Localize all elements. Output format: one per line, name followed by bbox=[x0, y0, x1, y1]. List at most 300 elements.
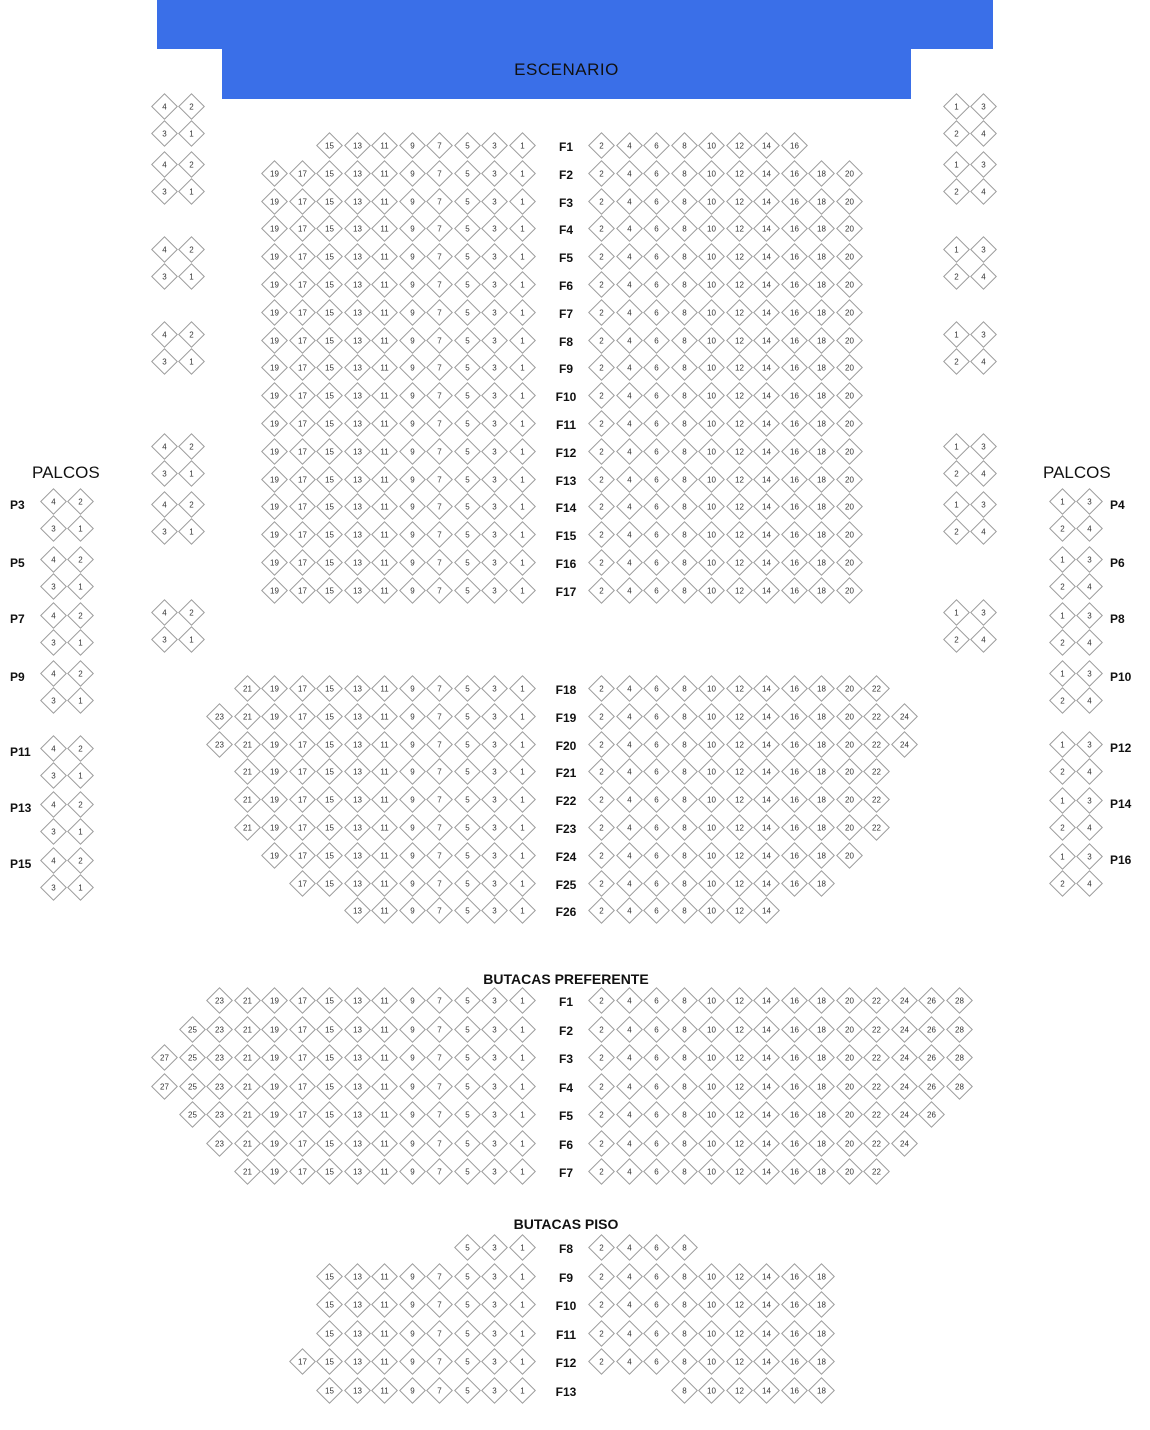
seat-platea[interactable] bbox=[616, 160, 643, 187]
seat-preferente[interactable] bbox=[671, 1130, 698, 1157]
seat-preferente[interactable] bbox=[726, 1130, 753, 1157]
seat-platea[interactable] bbox=[316, 271, 343, 298]
seat-platea-rear[interactable] bbox=[399, 897, 426, 924]
seat-palco-outer-left[interactable] bbox=[40, 515, 67, 542]
seat-preferente[interactable] bbox=[946, 1044, 973, 1071]
seat-platea-rear[interactable] bbox=[509, 758, 536, 785]
seat-platea[interactable] bbox=[426, 160, 453, 187]
seat-preferente[interactable] bbox=[616, 1044, 643, 1071]
seat-preferente[interactable] bbox=[426, 1073, 453, 1100]
seat-platea[interactable] bbox=[671, 438, 698, 465]
seat-platea[interactable] bbox=[698, 493, 725, 520]
seat-platea[interactable] bbox=[726, 188, 753, 215]
seat-palco-left[interactable] bbox=[151, 348, 178, 375]
seat-palco-left[interactable] bbox=[151, 263, 178, 290]
seat-preferente[interactable] bbox=[261, 1073, 288, 1100]
seat-preferente[interactable] bbox=[643, 1130, 670, 1157]
seat-palco-right[interactable] bbox=[943, 93, 970, 120]
seat-platea-rear[interactable] bbox=[509, 870, 536, 897]
seat-platea[interactable] bbox=[671, 160, 698, 187]
seat-platea-rear[interactable] bbox=[698, 758, 725, 785]
seat-platea-rear[interactable] bbox=[698, 786, 725, 813]
seat-platea-rear[interactable] bbox=[671, 897, 698, 924]
seat-platea[interactable] bbox=[344, 549, 371, 576]
seat-piso[interactable] bbox=[671, 1291, 698, 1318]
seat-platea[interactable] bbox=[616, 132, 643, 159]
seat-platea[interactable] bbox=[399, 493, 426, 520]
seat-platea[interactable] bbox=[643, 215, 670, 242]
seat-platea[interactable] bbox=[616, 438, 643, 465]
seat-piso[interactable] bbox=[481, 1320, 508, 1347]
seat-platea[interactable] bbox=[289, 438, 316, 465]
seat-piso[interactable] bbox=[316, 1320, 343, 1347]
seat-palco-outer-right[interactable] bbox=[1076, 629, 1103, 656]
seat-platea-rear[interactable] bbox=[836, 842, 863, 869]
seat-platea[interactable] bbox=[588, 132, 615, 159]
seat-platea-rear[interactable] bbox=[316, 870, 343, 897]
seat-palco-right[interactable] bbox=[943, 348, 970, 375]
seat-platea[interactable] bbox=[344, 160, 371, 187]
seat-platea-rear[interactable] bbox=[616, 731, 643, 758]
seat-palco-left[interactable] bbox=[178, 263, 205, 290]
seat-platea-rear[interactable] bbox=[808, 703, 835, 730]
seat-preferente[interactable] bbox=[753, 1016, 780, 1043]
seat-platea-rear[interactable] bbox=[344, 675, 371, 702]
seat-platea[interactable] bbox=[781, 466, 808, 493]
seat-platea[interactable] bbox=[426, 410, 453, 437]
seat-platea-rear[interactable] bbox=[481, 703, 508, 730]
seat-platea[interactable] bbox=[671, 493, 698, 520]
seat-platea[interactable] bbox=[289, 549, 316, 576]
seat-platea[interactable] bbox=[671, 299, 698, 326]
seat-platea-rear[interactable] bbox=[863, 758, 890, 785]
seat-platea[interactable] bbox=[261, 160, 288, 187]
seat-piso[interactable] bbox=[588, 1348, 615, 1375]
seat-platea[interactable] bbox=[698, 466, 725, 493]
seat-piso[interactable] bbox=[616, 1263, 643, 1290]
seat-platea-rear[interactable] bbox=[726, 703, 753, 730]
seat-platea-rear[interactable] bbox=[616, 870, 643, 897]
seat-platea[interactable] bbox=[698, 327, 725, 354]
seat-piso[interactable] bbox=[481, 1291, 508, 1318]
seat-platea[interactable] bbox=[588, 549, 615, 576]
seat-palco-outer-right[interactable] bbox=[1076, 758, 1103, 785]
seat-platea[interactable] bbox=[371, 493, 398, 520]
seat-preferente[interactable] bbox=[151, 1044, 178, 1071]
seat-preferente[interactable] bbox=[671, 987, 698, 1014]
seat-platea[interactable] bbox=[399, 215, 426, 242]
seat-palco-right[interactable] bbox=[970, 518, 997, 545]
seat-platea[interactable] bbox=[371, 243, 398, 270]
seat-platea[interactable] bbox=[289, 577, 316, 604]
seat-platea-rear[interactable] bbox=[616, 758, 643, 785]
seat-preferente[interactable] bbox=[261, 1044, 288, 1071]
seat-preferente[interactable] bbox=[426, 1101, 453, 1128]
seat-platea[interactable] bbox=[481, 215, 508, 242]
seat-platea-rear[interactable] bbox=[781, 675, 808, 702]
seat-platea[interactable] bbox=[753, 438, 780, 465]
seat-platea-rear[interactable] bbox=[836, 786, 863, 813]
seat-platea[interactable] bbox=[426, 521, 453, 548]
seat-platea[interactable] bbox=[726, 466, 753, 493]
seat-preferente[interactable] bbox=[399, 987, 426, 1014]
seat-palco-outer-left[interactable] bbox=[40, 874, 67, 901]
seat-platea[interactable] bbox=[616, 382, 643, 409]
seat-preferente[interactable] bbox=[671, 1016, 698, 1043]
seat-platea[interactable] bbox=[399, 382, 426, 409]
seat-platea[interactable] bbox=[399, 243, 426, 270]
seat-palco-right[interactable] bbox=[943, 460, 970, 487]
seat-platea[interactable] bbox=[344, 382, 371, 409]
seat-platea[interactable] bbox=[509, 271, 536, 298]
seat-preferente[interactable] bbox=[588, 1101, 615, 1128]
seat-platea[interactable] bbox=[781, 354, 808, 381]
seat-palco-outer-right[interactable] bbox=[1076, 546, 1103, 573]
seat-piso[interactable] bbox=[781, 1291, 808, 1318]
seat-palco-right[interactable] bbox=[970, 236, 997, 263]
seat-piso[interactable] bbox=[426, 1263, 453, 1290]
seat-preferente[interactable] bbox=[316, 987, 343, 1014]
seat-palco-left[interactable] bbox=[178, 599, 205, 626]
seat-preferente[interactable] bbox=[426, 1044, 453, 1071]
seat-platea-rear[interactable] bbox=[863, 731, 890, 758]
seat-preferente[interactable] bbox=[426, 1130, 453, 1157]
seat-platea[interactable] bbox=[481, 549, 508, 576]
seat-platea[interactable] bbox=[426, 466, 453, 493]
seat-platea[interactable] bbox=[726, 160, 753, 187]
seat-preferente[interactable] bbox=[616, 1073, 643, 1100]
seat-palco-right[interactable] bbox=[943, 599, 970, 626]
seat-platea[interactable] bbox=[399, 160, 426, 187]
seat-platea[interactable] bbox=[781, 160, 808, 187]
seat-platea-rear[interactable] bbox=[509, 897, 536, 924]
seat-palco-right[interactable] bbox=[970, 626, 997, 653]
seat-platea[interactable] bbox=[289, 521, 316, 548]
seat-preferente[interactable] bbox=[179, 1016, 206, 1043]
seat-platea-rear[interactable] bbox=[316, 675, 343, 702]
seat-platea[interactable] bbox=[371, 410, 398, 437]
seat-palco-outer-right[interactable] bbox=[1049, 573, 1076, 600]
seat-platea-rear[interactable] bbox=[344, 870, 371, 897]
seat-platea-rear[interactable] bbox=[289, 703, 316, 730]
seat-platea[interactable] bbox=[371, 188, 398, 215]
seat-platea[interactable] bbox=[399, 410, 426, 437]
seat-preferente[interactable] bbox=[481, 1016, 508, 1043]
seat-platea[interactable] bbox=[781, 438, 808, 465]
seat-platea[interactable] bbox=[588, 382, 615, 409]
seat-platea[interactable] bbox=[481, 243, 508, 270]
seat-platea-rear[interactable] bbox=[399, 842, 426, 869]
seat-preferente[interactable] bbox=[261, 1016, 288, 1043]
seat-platea[interactable] bbox=[509, 243, 536, 270]
seat-piso[interactable] bbox=[671, 1234, 698, 1261]
seat-platea-rear[interactable] bbox=[781, 731, 808, 758]
seat-piso[interactable] bbox=[698, 1291, 725, 1318]
seat-platea-rear[interactable] bbox=[399, 731, 426, 758]
seat-platea-rear[interactable] bbox=[616, 786, 643, 813]
seat-platea-rear[interactable] bbox=[344, 786, 371, 813]
seat-platea[interactable] bbox=[454, 160, 481, 187]
seat-palco-right[interactable] bbox=[970, 178, 997, 205]
seat-palco-outer-right[interactable] bbox=[1049, 687, 1076, 714]
seat-preferente[interactable] bbox=[836, 1073, 863, 1100]
seat-preferente[interactable] bbox=[289, 1101, 316, 1128]
seat-piso[interactable] bbox=[509, 1234, 536, 1261]
seat-platea[interactable] bbox=[399, 577, 426, 604]
seat-preferente[interactable] bbox=[316, 1101, 343, 1128]
seat-palco-outer-right[interactable] bbox=[1049, 602, 1076, 629]
seat-palco-right[interactable] bbox=[943, 178, 970, 205]
seat-piso[interactable] bbox=[588, 1234, 615, 1261]
seat-platea-rear[interactable] bbox=[344, 814, 371, 841]
seat-preferente[interactable] bbox=[808, 1101, 835, 1128]
seat-platea-rear[interactable] bbox=[454, 870, 481, 897]
seat-platea[interactable] bbox=[698, 410, 725, 437]
seat-palco-left[interactable] bbox=[151, 178, 178, 205]
seat-platea-rear[interactable] bbox=[426, 897, 453, 924]
seat-platea[interactable] bbox=[316, 299, 343, 326]
seat-piso[interactable] bbox=[726, 1377, 753, 1404]
seat-preferente[interactable] bbox=[753, 987, 780, 1014]
seat-platea[interactable] bbox=[836, 410, 863, 437]
seat-platea[interactable] bbox=[509, 382, 536, 409]
seat-piso[interactable] bbox=[289, 1348, 316, 1375]
seat-platea[interactable] bbox=[454, 188, 481, 215]
seat-platea[interactable] bbox=[616, 410, 643, 437]
seat-palco-outer-left[interactable] bbox=[40, 735, 67, 762]
seat-preferente[interactable] bbox=[371, 1101, 398, 1128]
seat-platea[interactable] bbox=[698, 521, 725, 548]
seat-piso[interactable] bbox=[808, 1291, 835, 1318]
seat-platea[interactable] bbox=[344, 521, 371, 548]
seat-platea[interactable] bbox=[836, 299, 863, 326]
seat-palco-outer-left[interactable] bbox=[67, 515, 94, 542]
seat-platea-rear[interactable] bbox=[836, 758, 863, 785]
seat-preferente[interactable] bbox=[344, 1016, 371, 1043]
seat-platea[interactable] bbox=[836, 382, 863, 409]
seat-platea-rear[interactable] bbox=[616, 897, 643, 924]
seat-platea-rear[interactable] bbox=[808, 786, 835, 813]
seat-platea-rear[interactable] bbox=[426, 703, 453, 730]
seat-piso[interactable] bbox=[753, 1320, 780, 1347]
seat-platea-rear[interactable] bbox=[808, 731, 835, 758]
seat-platea-rear[interactable] bbox=[891, 703, 918, 730]
seat-platea-rear[interactable] bbox=[481, 731, 508, 758]
seat-platea-rear[interactable] bbox=[588, 731, 615, 758]
seat-platea[interactable] bbox=[588, 271, 615, 298]
seat-platea[interactable] bbox=[371, 354, 398, 381]
seat-preferente[interactable] bbox=[753, 1073, 780, 1100]
seat-palco-outer-right[interactable] bbox=[1076, 787, 1103, 814]
seat-preferente[interactable] bbox=[344, 1073, 371, 1100]
seat-platea[interactable] bbox=[698, 215, 725, 242]
seat-platea[interactable] bbox=[753, 215, 780, 242]
seat-palco-outer-left[interactable] bbox=[40, 602, 67, 629]
seat-platea[interactable] bbox=[781, 327, 808, 354]
seat-platea[interactable] bbox=[588, 327, 615, 354]
seat-preferente[interactable] bbox=[588, 987, 615, 1014]
seat-preferente[interactable] bbox=[698, 1158, 725, 1185]
seat-preferente[interactable] bbox=[753, 1130, 780, 1157]
seat-preferente[interactable] bbox=[234, 1158, 261, 1185]
seat-piso[interactable] bbox=[671, 1348, 698, 1375]
seat-platea[interactable] bbox=[836, 160, 863, 187]
seat-preferente[interactable] bbox=[261, 1158, 288, 1185]
seat-palco-outer-right[interactable] bbox=[1076, 731, 1103, 758]
seat-platea[interactable] bbox=[588, 160, 615, 187]
seat-piso[interactable] bbox=[316, 1377, 343, 1404]
seat-platea[interactable] bbox=[454, 577, 481, 604]
seat-preferente[interactable] bbox=[726, 1044, 753, 1071]
seat-platea-rear[interactable] bbox=[509, 675, 536, 702]
seat-platea[interactable] bbox=[643, 438, 670, 465]
seat-platea-rear[interactable] bbox=[481, 897, 508, 924]
seat-platea-rear[interactable] bbox=[671, 703, 698, 730]
seat-platea-rear[interactable] bbox=[671, 786, 698, 813]
seat-platea[interactable] bbox=[616, 493, 643, 520]
seat-platea[interactable] bbox=[616, 327, 643, 354]
seat-platea[interactable] bbox=[588, 215, 615, 242]
seat-piso[interactable] bbox=[698, 1377, 725, 1404]
seat-platea-rear[interactable] bbox=[698, 842, 725, 869]
seat-palco-left[interactable] bbox=[151, 93, 178, 120]
seat-platea-rear[interactable] bbox=[454, 897, 481, 924]
seat-palco-outer-left[interactable] bbox=[40, 847, 67, 874]
seat-palco-left[interactable] bbox=[151, 433, 178, 460]
seat-platea[interactable] bbox=[316, 160, 343, 187]
seat-platea[interactable] bbox=[509, 188, 536, 215]
seat-palco-outer-right[interactable] bbox=[1076, 573, 1103, 600]
seat-preferente[interactable] bbox=[918, 1073, 945, 1100]
seat-platea-rear[interactable] bbox=[344, 703, 371, 730]
seat-platea[interactable] bbox=[588, 521, 615, 548]
seat-palco-outer-right[interactable] bbox=[1049, 731, 1076, 758]
seat-piso[interactable] bbox=[643, 1320, 670, 1347]
seat-preferente[interactable] bbox=[344, 1130, 371, 1157]
seat-platea-rear[interactable] bbox=[426, 731, 453, 758]
seat-platea-rear[interactable] bbox=[261, 842, 288, 869]
seat-platea[interactable] bbox=[399, 299, 426, 326]
seat-preferente[interactable] bbox=[206, 1073, 233, 1100]
seat-platea[interactable] bbox=[509, 438, 536, 465]
seat-piso[interactable] bbox=[616, 1320, 643, 1347]
seat-preferente[interactable] bbox=[588, 1130, 615, 1157]
seat-palco-outer-left[interactable] bbox=[67, 874, 94, 901]
seat-platea[interactable] bbox=[781, 577, 808, 604]
seat-platea-rear[interactable] bbox=[234, 731, 261, 758]
seat-platea[interactable] bbox=[261, 577, 288, 604]
seat-piso[interactable] bbox=[726, 1348, 753, 1375]
seat-preferente[interactable] bbox=[946, 1073, 973, 1100]
seat-preferente[interactable] bbox=[863, 1073, 890, 1100]
seat-platea-rear[interactable] bbox=[671, 731, 698, 758]
seat-platea[interactable] bbox=[509, 215, 536, 242]
seat-preferente[interactable] bbox=[588, 1158, 615, 1185]
seat-palco-right[interactable] bbox=[943, 321, 970, 348]
seat-piso[interactable] bbox=[509, 1377, 536, 1404]
seat-palco-left[interactable] bbox=[178, 348, 205, 375]
seat-platea[interactable] bbox=[726, 521, 753, 548]
seat-platea[interactable] bbox=[289, 382, 316, 409]
seat-platea[interactable] bbox=[616, 271, 643, 298]
seat-palco-right[interactable] bbox=[970, 151, 997, 178]
seat-preferente[interactable] bbox=[344, 1044, 371, 1071]
seat-preferente[interactable] bbox=[891, 1101, 918, 1128]
seat-palco-outer-left[interactable] bbox=[67, 660, 94, 687]
seat-platea-rear[interactable] bbox=[481, 814, 508, 841]
seat-preferente[interactable] bbox=[399, 1073, 426, 1100]
seat-preferente[interactable] bbox=[206, 1044, 233, 1071]
seat-platea-rear[interactable] bbox=[753, 703, 780, 730]
seat-piso[interactable] bbox=[316, 1263, 343, 1290]
seat-palco-outer-left[interactable] bbox=[40, 818, 67, 845]
seat-palco-left[interactable] bbox=[178, 93, 205, 120]
seat-platea-rear[interactable] bbox=[261, 675, 288, 702]
seat-platea[interactable] bbox=[698, 438, 725, 465]
seat-platea[interactable] bbox=[781, 410, 808, 437]
seat-platea[interactable] bbox=[316, 493, 343, 520]
seat-platea[interactable] bbox=[753, 271, 780, 298]
seat-preferente[interactable] bbox=[781, 1016, 808, 1043]
seat-preferente[interactable] bbox=[261, 1130, 288, 1157]
seat-palco-outer-right[interactable] bbox=[1049, 660, 1076, 687]
seat-palco-outer-right[interactable] bbox=[1049, 843, 1076, 870]
seat-platea[interactable] bbox=[671, 243, 698, 270]
seat-platea[interactable] bbox=[836, 438, 863, 465]
seat-platea[interactable] bbox=[316, 438, 343, 465]
seat-preferente[interactable] bbox=[316, 1016, 343, 1043]
seat-preferente[interactable] bbox=[808, 1158, 835, 1185]
seat-platea[interactable] bbox=[371, 549, 398, 576]
seat-palco-right[interactable] bbox=[970, 93, 997, 120]
seat-preferente[interactable] bbox=[753, 1101, 780, 1128]
seat-platea-rear[interactable] bbox=[726, 675, 753, 702]
seat-preferente[interactable] bbox=[918, 1016, 945, 1043]
seat-platea-rear[interactable] bbox=[698, 814, 725, 841]
seat-platea[interactable] bbox=[726, 132, 753, 159]
seat-palco-right[interactable] bbox=[970, 433, 997, 460]
seat-preferente[interactable] bbox=[316, 1130, 343, 1157]
seat-platea[interactable] bbox=[781, 382, 808, 409]
seat-preferente[interactable] bbox=[671, 1158, 698, 1185]
seat-platea-rear[interactable] bbox=[726, 842, 753, 869]
seat-platea[interactable] bbox=[643, 410, 670, 437]
seat-piso[interactable] bbox=[399, 1377, 426, 1404]
seat-platea[interactable] bbox=[753, 132, 780, 159]
seat-preferente[interactable] bbox=[316, 1073, 343, 1100]
seat-platea[interactable] bbox=[671, 466, 698, 493]
seat-preferente[interactable] bbox=[509, 1016, 536, 1043]
seat-platea[interactable] bbox=[753, 382, 780, 409]
seat-preferente[interactable] bbox=[316, 1044, 343, 1071]
seat-preferente[interactable] bbox=[206, 1016, 233, 1043]
seat-piso[interactable] bbox=[371, 1291, 398, 1318]
seat-platea[interactable] bbox=[808, 215, 835, 242]
seat-platea-rear[interactable] bbox=[643, 758, 670, 785]
seat-preferente[interactable] bbox=[481, 987, 508, 1014]
seat-platea[interactable] bbox=[616, 299, 643, 326]
seat-platea[interactable] bbox=[426, 438, 453, 465]
seat-platea-rear[interactable] bbox=[399, 758, 426, 785]
seat-palco-outer-right[interactable] bbox=[1049, 546, 1076, 573]
seat-platea-rear[interactable] bbox=[753, 814, 780, 841]
seat-platea[interactable] bbox=[836, 493, 863, 520]
seat-preferente[interactable] bbox=[289, 1130, 316, 1157]
seat-platea[interactable] bbox=[316, 188, 343, 215]
seat-palco-right[interactable] bbox=[970, 263, 997, 290]
seat-preferente[interactable] bbox=[454, 987, 481, 1014]
seat-platea-rear[interactable] bbox=[454, 758, 481, 785]
